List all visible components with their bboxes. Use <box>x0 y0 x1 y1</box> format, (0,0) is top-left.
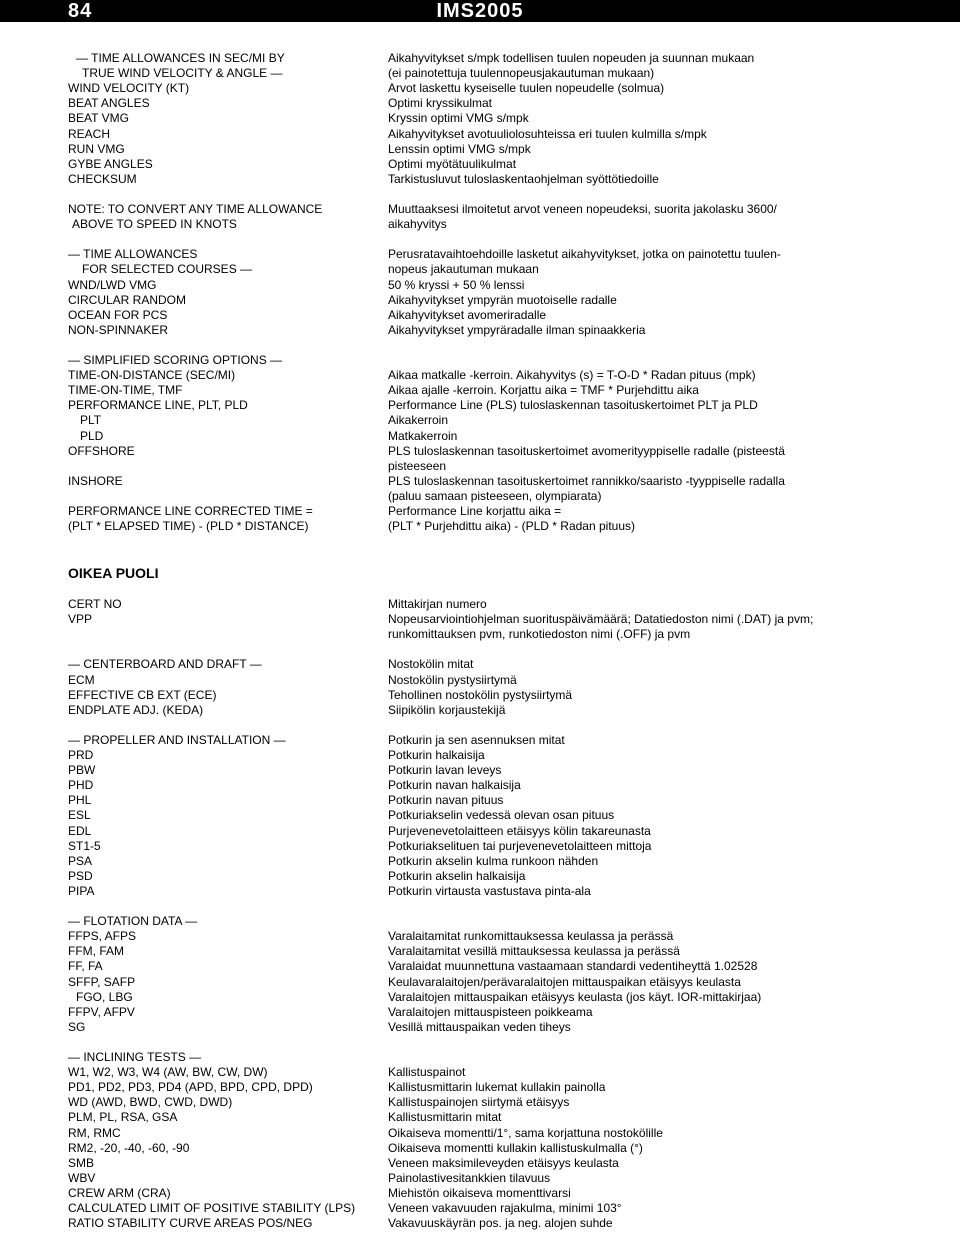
term-description: PLS tuloslaskennan tasoituskertoimet avomerityyppiselle radalle (pisteestä <box>388 443 785 458</box>
term-label: PBW <box>68 763 96 778</box>
page-number: 84 <box>68 0 93 22</box>
term-label: NON-SPINNAKER <box>68 322 169 337</box>
term-label: TRUE WIND VELOCITY & ANGLE — <box>82 66 283 81</box>
glossary-row <box>0 808 960 823</box>
term-description: Aikaa ajalle -kerroin. Korjattu aika = TMF * Purjehdittu aika <box>388 383 699 398</box>
term-label: GYBE ANGLES <box>68 156 153 171</box>
term-description: Keulavaralaitojen/perävaralaitojen mittauspaikan etäisyys keulasta <box>388 974 741 989</box>
term-description: Miehistön oikaiseva momenttivarsi <box>388 1185 571 1200</box>
glossary-row <box>0 383 960 398</box>
term-label: WND/LWD VMG <box>68 277 157 292</box>
term-label: PRD <box>68 748 94 762</box>
term-label: FFPV, AFPV <box>68 1004 135 1019</box>
glossary-row <box>0 308 960 323</box>
term-description: Vesillä mittauspaikan veden tiheys <box>388 1019 571 1034</box>
term-description: Varalaitamitat vesillä mittauksessa keulassa ja perässä <box>388 944 680 959</box>
term-label: — TIME ALLOWANCES <box>68 247 198 262</box>
term-description: Painolastivesitankkien tilavuus <box>388 1170 551 1185</box>
term-label: OFFSHORE <box>68 443 135 458</box>
term-description: Nostokölin pystysiirtymä <box>388 672 517 687</box>
term-label: PSA <box>68 853 93 868</box>
term-label: PD1, PD2, PD3, PD4 (APD, BPD, CPD, DPD) <box>68 1080 313 1095</box>
term-label: NOTE: TO CONVERT ANY TIME ALLOWANCE <box>68 202 323 216</box>
glossary-row <box>0 612 960 627</box>
glossary-row <box>0 247 960 262</box>
glossary-row <box>0 990 960 1005</box>
glossary-row <box>0 929 960 944</box>
glossary-row <box>0 718 960 733</box>
glossary-row <box>0 278 960 293</box>
term-label: SFFP, SAFP <box>68 974 136 989</box>
term-label: PERFORMANCE LINE CORRECTED TIME = <box>68 504 313 518</box>
glossary-row <box>0 763 960 778</box>
glossary-row <box>0 642 960 657</box>
term-description: (ei painotettuja tuulennopeusjakautuman mukaan) <box>388 66 655 81</box>
term-label: — INCLINING TESTS — <box>68 1050 202 1064</box>
term-label: FGO, LBG <box>76 989 133 1004</box>
term-label: PHD <box>68 778 94 793</box>
term-description: Perusratavaihtoehdoille lasketut aikahyvitykset, jotka on painotettu tuulen- <box>388 247 781 262</box>
term-description: Tehollinen nostokölin pystysiirtymä <box>388 687 573 702</box>
term-label: SG <box>68 1019 86 1034</box>
glossary-row <box>0 398 960 413</box>
glossary-row <box>0 1020 960 1035</box>
term-description: Purjevenevetolaitteen etäisyys kölin takareunasta <box>388 823 651 838</box>
term-label: RATIO STABILITY CURVE AREAS POS/NEG <box>68 1216 313 1231</box>
glossary-row <box>0 429 960 444</box>
term-description: Potkurin lavan leveys <box>388 763 502 778</box>
glossary-row <box>0 81 960 96</box>
glossary-row <box>0 217 960 232</box>
term-label: PLM, PL, RSA, GSA <box>68 1110 178 1125</box>
glossary-row <box>0 293 960 308</box>
term-label: PLD <box>80 428 104 443</box>
term-description: Potkurin akselin kulma runkoon nähden <box>388 853 599 868</box>
term-label: RM2, -20, -40, -60, -90 <box>68 1140 190 1155</box>
term-description: Potkurin navan halkaisija <box>388 778 521 793</box>
term-description: Aikaa matkalle -kerroin. Aikahyvitys (s) = T-O-D * Radan pituus (mpk) <box>388 368 756 383</box>
term-label: — FLOTATION DATA — <box>68 914 198 929</box>
term-label: FF, FA <box>68 959 103 974</box>
term-label: ENDPLATE ADJ. (KEDA) <box>68 702 204 717</box>
term-label: WIND VELOCITY (KT) <box>68 81 190 96</box>
term-description: Veneen vakavuuden rajakulma, minimi 103° <box>388 1201 622 1215</box>
term-description: Aikahyvitykset avotuuliolosuhteissa eri tuulen kulmilla s/mpk <box>388 126 707 141</box>
glossary-row <box>0 172 960 187</box>
term-description: Potkuriakselituen tai purjevenevetolaitteen mittoja <box>388 838 652 853</box>
term-description: Potkurin virtausta vastustava pinta-ala <box>388 883 591 898</box>
term-description: Aikahyvitykset ympyräradalle ilman spinaakkeria <box>388 322 646 337</box>
glossary-row <box>0 187 960 202</box>
term-label: ABOVE TO SPEED IN KNOTS <box>72 217 237 232</box>
glossary-row <box>0 202 960 217</box>
term-description: Performance Line korjattu aika = <box>388 504 562 518</box>
term-description: 50 % kryssi + 50 % lenssi <box>388 277 525 292</box>
term-label: ECM <box>68 672 95 687</box>
term-label: CALCULATED LIMIT OF POSITIVE STABILITY (LPS) <box>68 1201 356 1215</box>
term-description: pisteeseen <box>388 458 447 473</box>
term-label: TIME-ON-DISTANCE (SEC/MI) <box>68 368 236 383</box>
glossary-row <box>0 66 960 81</box>
glossary-row <box>0 1201 960 1216</box>
glossary-row <box>0 673 960 688</box>
glossary-row <box>0 232 960 247</box>
term-label: — PROPELLER AND INSTALLATION — <box>68 732 286 747</box>
term-label: CREW ARM (CRA) <box>68 1185 171 1200</box>
term-description: Lenssin optimi VMG s/mpk <box>388 141 531 156</box>
glossary-row <box>0 127 960 142</box>
term-label: FFM, FAM <box>68 944 124 959</box>
glossary-row <box>0 1035 960 1050</box>
term-label: — CENTERBOARD AND DRAFT — <box>68 657 262 672</box>
glossary-row <box>0 627 960 642</box>
glossary-row <box>0 142 960 157</box>
term-label: OCEAN FOR PCS <box>68 307 168 322</box>
glossary-row <box>0 1005 960 1020</box>
glossary-row <box>0 51 960 66</box>
term-label: REACH <box>68 126 111 141</box>
term-label: PHL <box>68 793 92 808</box>
term-label: ST1-5 <box>68 838 101 853</box>
glossary-row <box>0 657 960 672</box>
term-description: aikahyvitys <box>388 217 447 232</box>
term-label: PERFORMANCE LINE, PLT, PLD <box>68 398 248 413</box>
term-description: Kallistusmittarin lukemat kullakin painolla <box>388 1080 606 1095</box>
glossary-row <box>0 975 960 990</box>
term-description: Veneen maksimileveyden etäisyys keulasta <box>388 1155 619 1170</box>
term-description: Aikahyvitykset s/mpk todellisen tuulen nopeuden ja suunnan mukaan <box>388 51 755 65</box>
term-label: TIME-ON-TIME, TMF <box>68 383 183 398</box>
glossary-row <box>0 96 960 111</box>
glossary-row <box>0 504 960 519</box>
glossary-row <box>0 748 960 763</box>
term-label: RUN VMG <box>68 141 125 156</box>
term-description: Oikaiseva momentti/1°, sama korjattuna nostokölille <box>388 1125 663 1140</box>
glossary-row <box>0 688 960 703</box>
glossary-row <box>0 1141 960 1156</box>
glossary-row <box>0 368 960 383</box>
term-description: (paluu samaan pisteeseen, olympiarata) <box>388 488 602 503</box>
glossary-row <box>0 839 960 854</box>
term-description: Performance Line (PLS) tuloslaskennan tasoituskertoimet PLT ja PLD <box>388 398 758 413</box>
glossary-row <box>0 338 960 353</box>
glossary-row <box>0 474 960 489</box>
term-label: CERT NO <box>68 597 122 611</box>
glossary-row <box>0 778 960 793</box>
term-label: ESL <box>68 808 91 823</box>
glossary-row <box>0 413 960 428</box>
glossary-row <box>0 703 960 718</box>
term-description: Kallistuspainot <box>388 1065 466 1080</box>
term-description: Varalaitojen mittauspaikan etäisyys keulasta (jos käyt. IOR-mittakirjaa) <box>388 989 762 1004</box>
header-title: IMS2005 <box>436 0 524 22</box>
term-description: Potkurin navan pituus <box>388 793 504 808</box>
glossary-row <box>0 944 960 959</box>
term-label: WD (AWD, BWD, CWD, DWD) <box>68 1095 233 1110</box>
term-description: Varalaidat muunnettuna vastaamaan standardi vedentiheyttä 1.02528 <box>388 959 758 974</box>
term-description: Aikakerroin <box>388 413 449 428</box>
term-label: SMB <box>68 1155 95 1170</box>
term-label: FOR SELECTED COURSES — <box>82 262 253 277</box>
term-description: Optimi kryssikulmat <box>388 96 493 111</box>
term-label: RM, RMC <box>68 1125 121 1140</box>
glossary-row <box>0 1171 960 1186</box>
glossary-row <box>0 459 960 474</box>
glossary-row <box>0 157 960 172</box>
glossary-row <box>0 519 960 534</box>
term-label: INSHORE <box>68 473 123 488</box>
glossary-row <box>0 1126 960 1141</box>
term-description: Oikaiseva momentti kullakin kallistuskulmalla (°) <box>388 1140 643 1155</box>
glossary-row <box>0 733 960 748</box>
glossary-row <box>0 1095 960 1110</box>
term-description: Arvot laskettu kyseiselle tuulen nopeudelle (solmua) <box>388 81 665 96</box>
section-heading: OIKEA PUOLI <box>68 565 159 581</box>
term-label: PSD <box>68 868 93 883</box>
term-description: runkomittauksen pvm, runkotiedoston nimi (.OFF) ja pvm <box>388 627 691 642</box>
term-description: Potkurin akselin halkaisija <box>388 868 526 883</box>
glossary-row <box>0 353 960 368</box>
term-description: Optimi myötätuulikulmat <box>388 156 517 171</box>
glossary-row <box>0 1156 960 1171</box>
term-label: VPP <box>68 612 93 627</box>
glossary-row <box>0 1110 960 1125</box>
term-label: CIRCULAR RANDOM <box>68 292 187 307</box>
term-label: — SIMPLIFIED SCORING OPTIONS — <box>68 353 283 367</box>
glossary-row <box>0 884 960 899</box>
glossary-row <box>0 1216 960 1231</box>
glossary-row <box>0 262 960 277</box>
term-description: Vakavuuskäyrän pos. ja neg. alojen suhde <box>388 1216 613 1231</box>
term-description: (PLT * Purjehdittu aika) - (PLD * Radan pituus) <box>388 519 636 534</box>
term-description: Nostokölin mitat <box>388 657 474 672</box>
term-label: BEAT VMG <box>68 111 129 126</box>
glossary-row <box>0 899 960 914</box>
glossary-row <box>0 489 960 504</box>
glossary-row <box>0 869 960 884</box>
term-label: EDL <box>68 823 92 838</box>
term-description: Mittakirjan numero <box>388 597 487 611</box>
term-description: Muuttaaksesi ilmoitetut arvot veneen nopeudeksi, suorita jakolasku 3600/ <box>388 202 777 216</box>
term-label: (PLT * ELAPSED TIME) - (PLD * DISTANCE) <box>68 519 309 534</box>
term-description: Aikahyvitykset ympyrän muotoiselle radalle <box>388 292 617 307</box>
glossary-row <box>0 444 960 459</box>
term-description: Matkakerroin <box>388 428 458 443</box>
term-label: PLT <box>80 413 102 428</box>
term-description: Tarkistusluvut tuloslaskentaohjelman syöttötiedoille <box>388 171 659 186</box>
term-description: PLS tuloslaskennan tasoituskertoimet rannikko/saaristo -tyyppiselle radalla <box>388 473 785 488</box>
glossary-row <box>0 1050 960 1065</box>
glossary-row <box>0 1080 960 1095</box>
glossary-row <box>0 793 960 808</box>
term-label: WBV <box>68 1170 96 1185</box>
glossary-row <box>0 1186 960 1201</box>
term-description: Siipikölin korjaustekijä <box>388 702 506 717</box>
glossary-row <box>0 111 960 126</box>
term-description: nopeus jakautuman mukaan <box>388 262 539 277</box>
glossary-row <box>0 323 960 338</box>
term-description: Kallistusmittarin mitat <box>388 1110 502 1125</box>
glossary-row <box>0 959 960 974</box>
term-label: BEAT ANGLES <box>68 96 150 111</box>
term-description: Kallistuspainojen siirtymä etäisyys <box>388 1095 570 1110</box>
glossary-row <box>0 914 960 929</box>
glossary-row <box>0 824 960 839</box>
term-label: PIPA <box>68 883 95 898</box>
term-label: W1, W2, W3, W4 (AW, BW, CW, DW) <box>68 1065 268 1080</box>
term-description: Aikahyvitykset avomeriradalle <box>388 307 547 322</box>
glossary-row <box>0 1065 960 1080</box>
term-description: Potkuriakselin vedessä olevan osan pituus <box>388 808 615 823</box>
term-description: Varalaitojen mittauspisteen poikkeama <box>388 1004 593 1019</box>
term-label: — TIME ALLOWANCES IN SEC/MI BY <box>76 51 285 65</box>
term-description: Potkurin halkaisija <box>388 748 485 762</box>
glossary-row <box>0 854 960 869</box>
glossary-row <box>0 597 960 612</box>
term-label: FFPS, AFPS <box>68 929 137 944</box>
term-label: EFFECTIVE CB EXT (ECE) <box>68 687 217 702</box>
term-label: CHECKSUM <box>68 171 137 186</box>
term-description: Nopeusarviointiohjelman suorituspäivämäärä; Datatiedoston nimi (.DAT) ja pvm; <box>388 612 814 627</box>
term-description: Potkurin ja sen asennuksen mitat <box>388 732 565 747</box>
term-description: Kryssin optimi VMG s/mpk <box>388 111 529 126</box>
term-description: Varalaitamitat runkomittauksessa keulassa ja perässä <box>388 929 674 944</box>
